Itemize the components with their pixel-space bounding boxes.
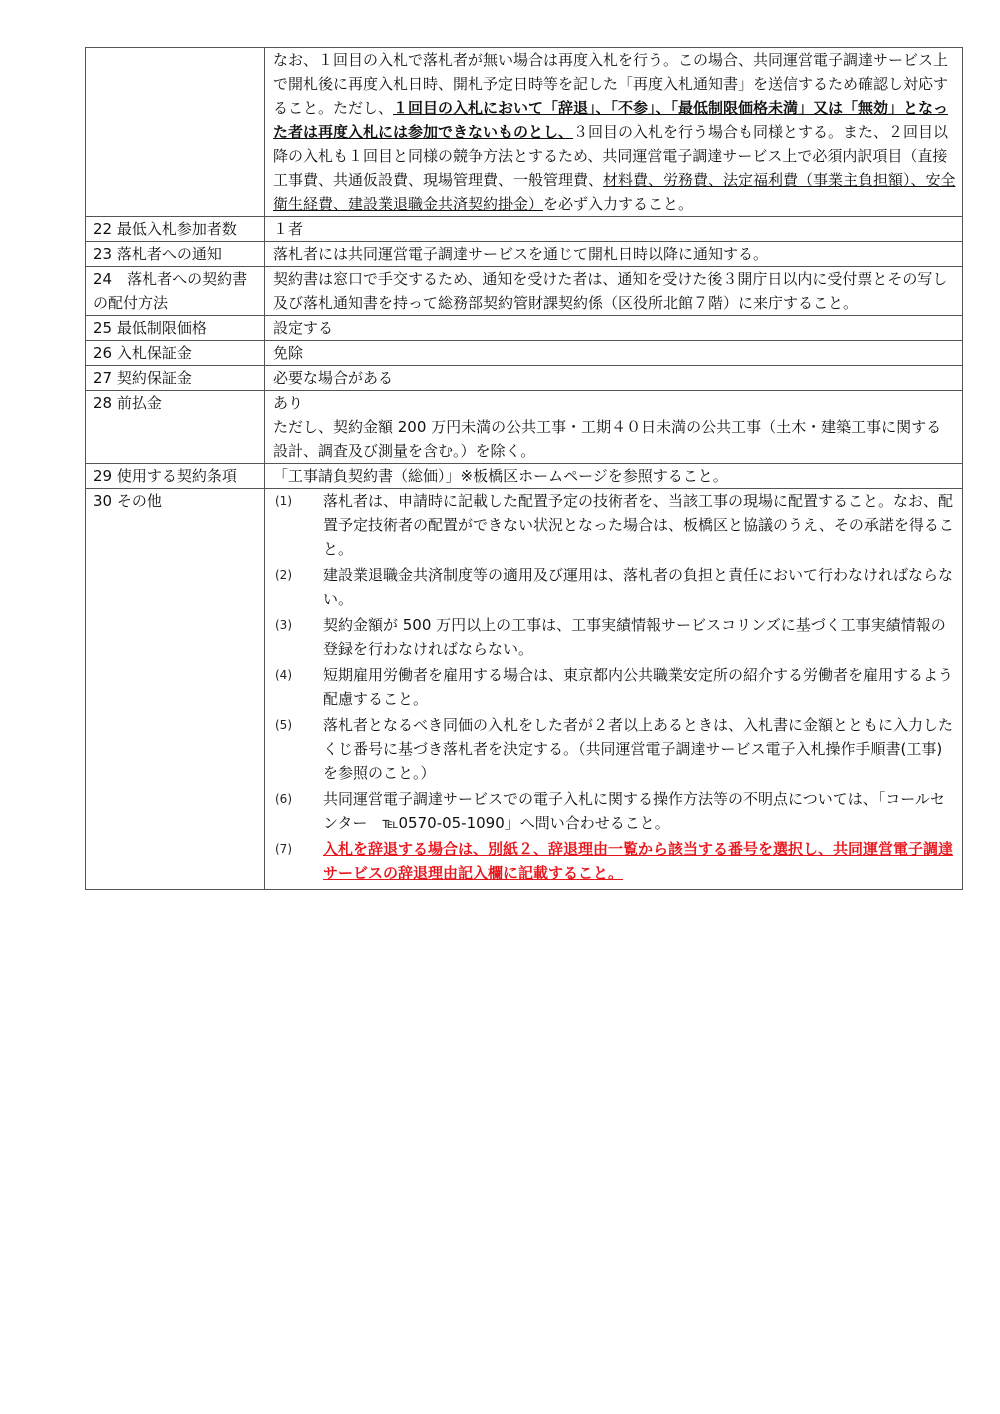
row-label-cell <box>86 48 265 217</box>
list-item <box>275 713 956 785</box>
note-number: (4) <box>275 668 292 682</box>
table-row <box>86 48 963 217</box>
note-text: 共同運営電子調達サービスでの電子入札に関する操作方法等の不明点については、「コールセンター ℡0570-05-1090」へ問い合わせること。 <box>323 790 945 832</box>
row-value: １者 <box>265 217 963 242</box>
row-label: 25 最低制限価格 <box>86 316 265 341</box>
row-value: 必要な場合がある <box>265 366 963 391</box>
list-item <box>275 663 956 711</box>
note-number: (2) <box>275 568 292 582</box>
reentry-bold-condition: １回目の入札において「辞退」、「不参」、「最低制限価格未満」又は「無効」となった者は再度入札には参加できないものとし、 <box>273 99 949 141</box>
conditions-table <box>85 47 963 890</box>
reentry-underlined-items: 材料費、労務費、法定福利費（事業主負担額）、安全衛生経費、建設業退職金共済契約掛金） <box>273 171 956 213</box>
row-value: 設定する <box>265 316 963 341</box>
row-value-cell <box>265 391 963 464</box>
note-text-highlighted: 入札を辞退する場合は、別紙２、辞退理由一覧から該当する番号を選択し、共同運営電子調達サービスの辞退理由記入欄に記載すること。 <box>323 840 954 882</box>
row-label: 29 使用する契約条項 <box>86 464 265 489</box>
table-row <box>86 316 963 341</box>
row-value: あり <box>273 394 304 412</box>
table-row <box>86 391 963 464</box>
row-value: 契約書は窓口で手交するため、通知を受けた者は、通知を受けた後３開庁日以内に受付票とその写し及び落札通知書を持って総務部契約管財課契約係（区役所北館７階）に来庁すること。 <box>265 267 963 316</box>
table-row <box>86 366 963 391</box>
row-label: 30 その他 <box>86 489 265 890</box>
row-label: 27 契約保証金 <box>86 366 265 391</box>
reentry-text-tail: ３回目の入札を行う場合も同様とする。また、２回目以降の入札も１回目と同様の競争方法とするため、共同運営電子調達サービス上で必須内訳項目（直接工事費、共通仮設費、現場管理費、一般管理費、 <box>273 123 949 189</box>
reentry-text: なお、１回目の入札で落札者が無い場合は再度入札を行う。この場合、共同運営電子調達サービス上で開札後に再度入札日時、開札予定日時等を記した「再度入札通知書」を送信するため確認し対応すること。ただし、 <box>273 51 949 117</box>
table-row <box>86 341 963 366</box>
list-item <box>275 489 956 561</box>
list-item <box>275 837 956 885</box>
row-value: 落札者には共同運営電子調達サービスを通じて開札日時以降に通知する。 <box>265 242 963 267</box>
row-value-cell <box>265 489 963 890</box>
row-label: 26 入札保証金 <box>86 341 265 366</box>
table-row <box>86 489 963 890</box>
note-text: 落札者は、申請時に記載した配置予定の技術者を、当該工事の現場に配置すること。なお、配置予定技術者の配置ができない状況となった場合は、板橋区と協議のうえ、その承諾を得ること。 <box>323 492 954 558</box>
row-value: 免除 <box>265 341 963 366</box>
note-text: 建設業退職金共済制度等の適用及び運用は、落札者の負担と責任において行わなければならない。 <box>323 566 954 608</box>
row-label: 22 最低入札参加者数 <box>86 217 265 242</box>
reentry-paragraph <box>273 48 956 216</box>
table-row <box>86 267 963 316</box>
row-label: 28 前払金 <box>86 391 265 464</box>
note-text: 落札者となるべき同価の入札をした者が２者以上あるときは、入札書に金額とともに入力したくじ番号に基づき落札者を決定する。（共同運営電子調達サービス電子入札操作手順書(工事)を参照のこと。） <box>323 716 954 782</box>
note-text: 契約金額が 500 万円以上の工事は、工事実績情報サービスコリンズに基づく工事実績情報の登録を行わなければならない。 <box>323 616 946 658</box>
table-row <box>86 217 963 242</box>
note-number: (3) <box>275 618 292 632</box>
reentry-text-end: を必ず入力すること。 <box>543 195 694 213</box>
row-value-cell <box>265 48 963 217</box>
row-value: 「工事請負契約書（総価）」※板橋区ホームページを参照すること。 <box>265 464 963 489</box>
row-label: 24 落札者への契約書の配付方法 <box>86 267 265 316</box>
note-number: (5) <box>275 718 292 732</box>
row-value-note: ただし、契約金額 200 万円未満の公共工事・工期４０日未満の公共工事（土木・建築工事に関する設計、調査及び測量を含む。）を除く。 <box>273 418 942 460</box>
other-notes-list <box>275 489 956 885</box>
list-item <box>275 613 956 661</box>
note-number: (1) <box>275 494 292 508</box>
list-item <box>275 563 956 611</box>
list-item <box>275 787 956 835</box>
note-text: 短期雇用労働者を雇用する場合は、東京都内公共職業安定所の紹介する労働者を雇用するよう配慮すること。 <box>323 666 954 708</box>
table-row <box>86 464 963 489</box>
note-number: (7) <box>275 842 292 856</box>
note-number: (6) <box>275 792 292 806</box>
table-row <box>86 242 963 267</box>
row-label: 23 落札者への通知 <box>86 242 265 267</box>
